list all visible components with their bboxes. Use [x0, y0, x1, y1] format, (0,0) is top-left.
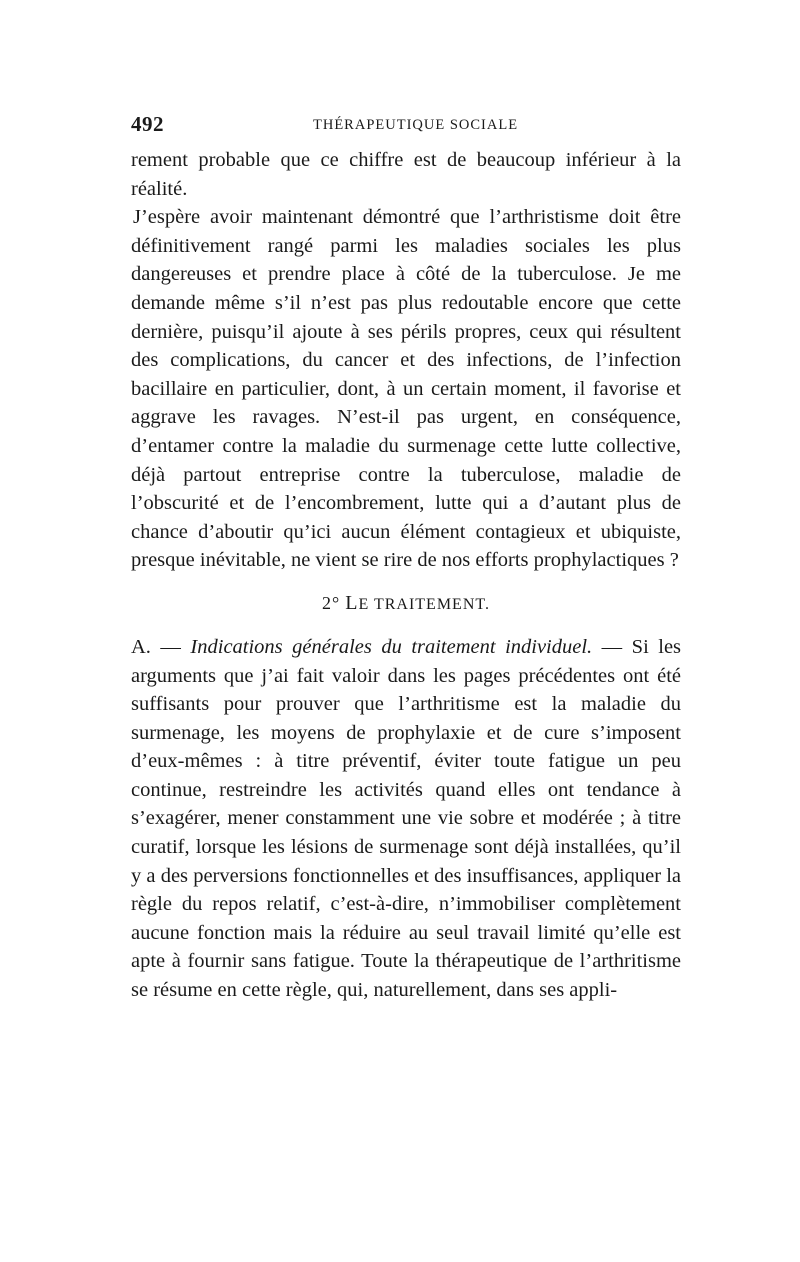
section-title-rest: E TRAITEMENT.	[358, 595, 490, 613]
subsection-title: Indications générales du traitement individuel.	[190, 635, 593, 658]
section-heading	[131, 589, 681, 619]
subsection-dash: —	[601, 635, 623, 658]
page-body	[131, 146, 681, 1005]
page-number: 492	[131, 112, 164, 136]
subsection-text: Si les arguments que j’ai fait valoir dans les pages précédentes ont été suffisants pour prouver que l’arthritisme est la maladie du surmenage, les moyens de prophylaxie et de cure s’imposent d’eux-mêmes : à titre préventif, éviter toute fatigue un peu continue, restreindre les activités quand elles ont tendance à s’exagérer, mener constamment une vie sobre et modérée ; à titre curatif, lorsque les lésions de surmenage sont déjà installées, qu’il y a des perversions fonctionnelles et des insuffisances, appliquer la règle du repos relatif, c’est-à-dire, n’immobiliser complètement aucune fonction mais la réduire au seul travail limité qu’elle est apte à fournir sans fatigue. Toute la thérapeutique de l’arthritisme se résume en cette règle, qui, naturellement, dans ses appli-	[131, 635, 682, 1002]
paragraph-continuation: rement probable que ce chiffre est de beaucoup inférieur à la réalité.	[131, 149, 681, 200]
section-number: 2°	[322, 592, 341, 613]
running-title: THÉRAPEUTIQUE SOCIALE	[313, 117, 519, 133]
subsection-paragraph	[131, 633, 681, 1005]
paragraph-text: J’espère avoir maintenant démontré que l’arthristisme doit être définitivement rangé parmi les maladies sociales les plus dangereuses et prendre place à côté de la tuberculose. Je me demande même s’il n’est pas plus redoutable encore que cette dernière, puisqu’il ajoute à ses périls propres, ceux qui résultent des complications, du cancer et des infections, de l’infection bacillaire en particulier, dont, à un certain moment, il favorise et aggrave les ravages. N’est-il pas urgent, en conséquence, d’entamer contre la maladie du surmenage cette lutte collective, déjà partout entreprise contre la tuberculose, maladie de l’obscurité et de l’encombrement, lutte qui a d’autant plus de chance d’aboutir qu’ici aucun élément contagieux et ubiquiste, presque inévitable, ne vient se rire de nos efforts prophylactiques ?	[131, 206, 681, 572]
section-title-initial: L	[345, 591, 359, 614]
paragraph-arthritism-social	[131, 203, 681, 575]
book-page	[131, 112, 681, 1005]
subsection-label: A. —	[131, 635, 181, 658]
page-header	[131, 112, 681, 146]
